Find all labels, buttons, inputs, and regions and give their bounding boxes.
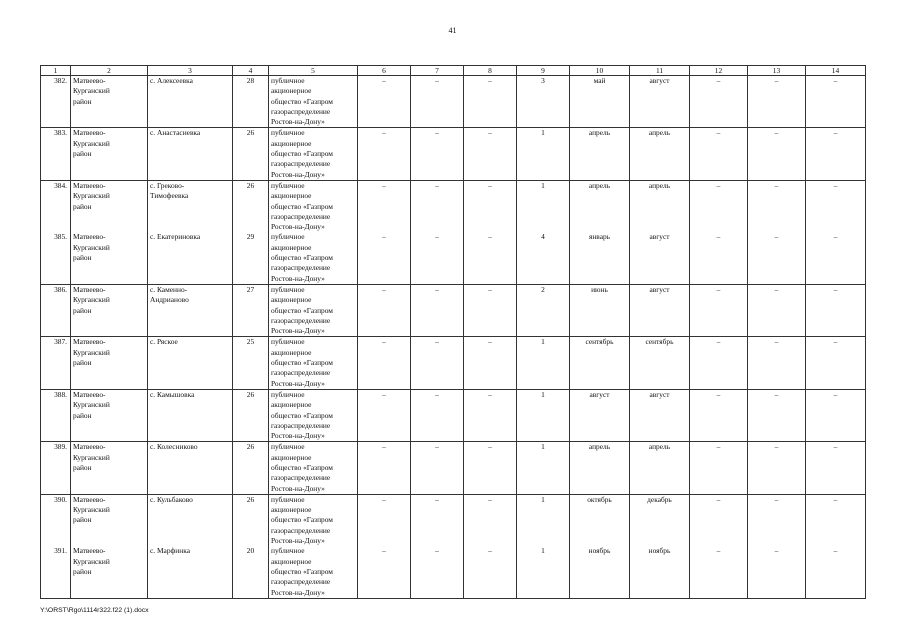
col4-cell: 29 (233, 232, 269, 284)
row-number-cell: 383. (41, 128, 71, 180)
cell-line: Матвеево- (73, 180, 106, 190)
cell-line: район (73, 305, 92, 315)
table-row (41, 76, 866, 128)
settlement-cell (148, 180, 233, 232)
cell-line: газораспределение (271, 106, 331, 116)
col7-cell: – (411, 76, 464, 128)
end-month-cell: апрель (630, 442, 690, 494)
col9-cell: 1 (517, 180, 570, 232)
cell-line: Тимофеевка (150, 191, 189, 201)
col8-cell: – (464, 389, 517, 441)
row-number-cell: 390. (41, 494, 71, 546)
end-month-cell: декабрь (630, 494, 690, 546)
start-month-cell: апрель (570, 180, 630, 232)
cell-line: Ростов-на-Дону» (271, 431, 325, 441)
start-month-cell: ноябрь (570, 546, 630, 598)
cell-line: Матвеево- (73, 284, 106, 294)
col4-cell: 26 (233, 180, 269, 232)
cell-line: газораспределение (271, 525, 331, 535)
organization-cell (269, 442, 358, 494)
row-number-cell: 386. (41, 284, 71, 336)
col12-cell: – (690, 337, 748, 389)
cell-line: район (73, 253, 92, 263)
cell-line: публичное (271, 442, 305, 452)
cell-line: Курганский (73, 400, 110, 410)
cell-line: с. Ряское (150, 337, 178, 347)
table-row (41, 494, 866, 546)
cell-line: Курганский (73, 86, 110, 96)
cell-line: район (73, 566, 92, 576)
cell-line: Курганский (73, 505, 110, 515)
cell-line: публичное (271, 494, 305, 504)
col12-cell: – (690, 180, 748, 232)
cell-line: Матвеево- (73, 337, 106, 347)
col6-cell: – (358, 76, 411, 128)
start-month-cell: январь (570, 232, 630, 284)
cell-line: Матвеево- (73, 232, 106, 242)
district-cell (71, 389, 148, 441)
start-month-cell: июнь (570, 284, 630, 336)
col14-cell: – (806, 494, 866, 546)
col9-cell: 1 (517, 442, 570, 494)
column-header-5: 5 (269, 66, 358, 76)
col14-cell: – (806, 442, 866, 494)
column-header-6: 6 (358, 66, 411, 76)
cell-line: Курганский (73, 452, 110, 462)
start-month-cell: апрель (570, 128, 630, 180)
col6-cell: – (358, 284, 411, 336)
cell-line: с. Колесниково (150, 442, 198, 452)
cell-line: Ростов-на-Дону» (271, 483, 325, 493)
cell-line: общество «Газпром (271, 201, 333, 211)
cell-line: акционерное (271, 400, 312, 410)
col9-cell: 3 (517, 76, 570, 128)
district-cell (71, 232, 148, 284)
column-number-row (41, 66, 866, 76)
col9-cell: 1 (517, 494, 570, 546)
organization-cell (269, 232, 358, 284)
column-header-11: 11 (630, 66, 690, 76)
cell-line: Курганский (73, 242, 110, 252)
row-number-cell: 388. (41, 389, 71, 441)
end-month-cell: август (630, 76, 690, 128)
cell-line: акционерное (271, 452, 312, 462)
organization-cell (269, 180, 358, 232)
district-cell (71, 546, 148, 598)
cell-line: общество «Газпром (271, 462, 333, 472)
cell-line: газораспределение (271, 211, 331, 221)
table-row (41, 442, 866, 494)
cell-line: акционерное (271, 505, 312, 515)
settlement-cell (148, 232, 233, 284)
cell-line: с. Кульбаково (150, 494, 193, 504)
col12-cell: – (690, 232, 748, 284)
col7-cell: – (411, 442, 464, 494)
col14-cell: – (806, 284, 866, 336)
column-header-1: 1 (41, 66, 71, 76)
table-row (41, 232, 866, 284)
cell-line: газораспределение (271, 315, 331, 325)
settlement-cell (148, 337, 233, 389)
end-month-cell: август (630, 389, 690, 441)
table-row (41, 389, 866, 441)
start-month-cell: апрель (570, 442, 630, 494)
cell-line: публичное (271, 76, 305, 85)
col9-cell: 1 (517, 337, 570, 389)
district-cell (71, 442, 148, 494)
col4-cell: 26 (233, 442, 269, 494)
row-number-cell: 385. (41, 232, 71, 284)
table-row (41, 128, 866, 180)
col14-cell: – (806, 389, 866, 441)
settlement-cell (148, 546, 233, 598)
column-header-12: 12 (690, 66, 748, 76)
cell-line: Матвеево- (73, 494, 106, 504)
row-number-cell: 384. (41, 180, 71, 232)
col8-cell: – (464, 284, 517, 336)
col9-cell: 4 (517, 232, 570, 284)
organization-cell (269, 76, 358, 128)
col13-cell: – (748, 337, 806, 389)
col7-cell: – (411, 546, 464, 598)
cell-line: с. Камышовка (150, 389, 195, 399)
start-month-cell: октябрь (570, 494, 630, 546)
settlement-cell (148, 128, 233, 180)
col7-cell: – (411, 232, 464, 284)
cell-line: с. Каменно- (150, 284, 188, 294)
col12-cell: – (690, 494, 748, 546)
col12-cell: – (690, 76, 748, 128)
cell-line: район (73, 201, 92, 211)
col12-cell: – (690, 284, 748, 336)
column-header-13: 13 (748, 66, 806, 76)
cell-line: акционерное (271, 242, 312, 252)
cell-line: с. Греково- (150, 180, 185, 190)
end-month-cell: сентябрь (630, 337, 690, 389)
cell-line: общество «Газпром (271, 515, 333, 525)
column-header-8: 8 (464, 66, 517, 76)
cell-line: газораспределение (271, 420, 331, 430)
col6-cell: – (358, 128, 411, 180)
col8-cell: – (464, 546, 517, 598)
settlement-cell (148, 76, 233, 128)
cell-line: газораспределение (271, 263, 331, 273)
row-number-cell: 389. (41, 442, 71, 494)
col14-cell: – (806, 76, 866, 128)
district-cell (71, 128, 148, 180)
cell-line: газораспределение (271, 368, 331, 378)
col13-cell: – (748, 232, 806, 284)
col14-cell: – (806, 128, 866, 180)
col6-cell: – (358, 442, 411, 494)
cell-line: район (73, 149, 92, 159)
col7-cell: – (411, 180, 464, 232)
row-number-cell: 382. (41, 76, 71, 128)
cell-line: публичное (271, 337, 305, 347)
end-month-cell: ноябрь (630, 546, 690, 598)
cell-line: газораспределение (271, 577, 331, 587)
cell-line: Курганский (73, 347, 110, 357)
cell-line: публичное (271, 389, 305, 399)
col13-cell: – (748, 76, 806, 128)
col6-cell: – (358, 494, 411, 546)
column-header-10: 10 (570, 66, 630, 76)
col9-cell: 2 (517, 284, 570, 336)
col4-cell: 20 (233, 546, 269, 598)
cell-line: район (73, 358, 92, 368)
col8-cell: – (464, 494, 517, 546)
col4-cell: 25 (233, 337, 269, 389)
end-month-cell: апрель (630, 128, 690, 180)
cell-line: общество «Газпром (271, 305, 333, 315)
cell-line: общество «Газпром (271, 358, 333, 368)
cell-line: с. Анастасиевка (150, 128, 201, 138)
cell-line: публичное (271, 546, 305, 556)
col9-cell: 1 (517, 128, 570, 180)
settlement-cell (148, 494, 233, 546)
col4-cell: 28 (233, 76, 269, 128)
cell-line: Ростов-на-Дону» (271, 536, 325, 546)
col12-cell: – (690, 442, 748, 494)
district-cell (71, 337, 148, 389)
table-row (41, 337, 866, 389)
col8-cell: – (464, 442, 517, 494)
cell-line: Ростов-на-Дону» (271, 326, 325, 336)
col8-cell: – (464, 337, 517, 389)
col12-cell: – (690, 128, 748, 180)
cell-line: общество «Газпром (271, 410, 333, 420)
gasification-schedule-table (40, 65, 866, 599)
column-header-4: 4 (233, 66, 269, 76)
cell-line: публичное (271, 128, 305, 138)
cell-line: Курганский (73, 191, 110, 201)
col9-cell: 1 (517, 389, 570, 441)
document-path-footer: Y:\ORST\Rgo\1114r322.f22 (1).docx (40, 607, 149, 614)
settlement-cell (148, 442, 233, 494)
col7-cell: – (411, 389, 464, 441)
row-number-cell: 387. (41, 337, 71, 389)
col13-cell: – (748, 180, 806, 232)
col6-cell: – (358, 232, 411, 284)
cell-line: акционерное (271, 295, 312, 305)
cell-line: общество «Газпром (271, 149, 333, 159)
col6-cell: – (358, 180, 411, 232)
col4-cell: 26 (233, 128, 269, 180)
cell-line: общество «Газпром (271, 96, 333, 106)
cell-line: Андрианово (150, 295, 189, 305)
start-month-cell: май (570, 76, 630, 128)
page-number: 41 (448, 26, 457, 35)
row-number-cell: 391. (41, 546, 71, 598)
table-row (41, 284, 866, 336)
cell-line: акционерное (271, 138, 312, 148)
col13-cell: – (748, 389, 806, 441)
col8-cell: – (464, 232, 517, 284)
organization-cell (269, 389, 358, 441)
cell-line: с. Екатериновка (150, 232, 201, 242)
col14-cell: – (806, 232, 866, 284)
cell-line: Ростов-на-Дону» (271, 117, 325, 127)
settlement-cell (148, 389, 233, 441)
district-cell (71, 76, 148, 128)
col12-cell: – (690, 546, 748, 598)
cell-line: акционерное (271, 86, 312, 96)
column-header-2: 2 (71, 66, 148, 76)
col8-cell: – (464, 76, 517, 128)
organization-cell (269, 128, 358, 180)
col14-cell: – (806, 337, 866, 389)
cell-line: Матвеево- (73, 76, 106, 85)
cell-line: район (73, 462, 92, 472)
col4-cell: 26 (233, 494, 269, 546)
col4-cell: 26 (233, 389, 269, 441)
district-cell (71, 284, 148, 336)
end-month-cell: август (630, 232, 690, 284)
col13-cell: – (748, 494, 806, 546)
table-row (41, 546, 866, 598)
col7-cell: – (411, 494, 464, 546)
organization-cell (269, 494, 358, 546)
column-header-9: 9 (517, 66, 570, 76)
cell-line: район (73, 96, 92, 106)
district-cell (71, 494, 148, 546)
cell-line: Курганский (73, 556, 110, 566)
table-row (41, 180, 866, 232)
col7-cell: – (411, 337, 464, 389)
cell-line: с. Алексеевка (150, 76, 193, 85)
col8-cell: – (464, 180, 517, 232)
cell-line: акционерное (271, 347, 312, 357)
cell-line: газораспределение (271, 473, 331, 483)
cell-line: Курганский (73, 295, 110, 305)
settlement-cell (148, 284, 233, 336)
cell-line: публичное (271, 232, 305, 242)
cell-line: Матвеево- (73, 128, 106, 138)
col13-cell: – (748, 546, 806, 598)
cell-line: Ростов-на-Дону» (271, 273, 325, 283)
col13-cell: – (748, 284, 806, 336)
cell-line: публичное (271, 284, 305, 294)
cell-line: публичное (271, 180, 305, 190)
cell-line: с. Марфинка (150, 546, 190, 556)
col4-cell: 27 (233, 284, 269, 336)
col14-cell: – (806, 180, 866, 232)
cell-line: район (73, 515, 92, 525)
cell-line: газораспределение (271, 159, 331, 169)
col13-cell: – (748, 128, 806, 180)
cell-line: Ростов-на-Дону» (271, 378, 325, 388)
cell-line: Ростов-на-Дону» (271, 222, 325, 232)
cell-line: Ростов-на-Дону» (271, 587, 325, 597)
column-header-3: 3 (148, 66, 233, 76)
column-header-7: 7 (411, 66, 464, 76)
start-month-cell: август (570, 389, 630, 441)
cell-line: акционерное (271, 556, 312, 566)
column-header-14: 14 (806, 66, 866, 76)
col13-cell: – (748, 442, 806, 494)
cell-line: общество «Газпром (271, 566, 333, 576)
cell-line: Матвеево- (73, 389, 106, 399)
cell-line: общество «Газпром (271, 253, 333, 263)
col6-cell: – (358, 337, 411, 389)
col9-cell: 1 (517, 546, 570, 598)
cell-line: Матвеево- (73, 442, 106, 452)
organization-cell (269, 546, 358, 598)
cell-line: Курганский (73, 138, 110, 148)
organization-cell (269, 284, 358, 336)
col6-cell: – (358, 389, 411, 441)
start-month-cell: сентябрь (570, 337, 630, 389)
col8-cell: – (464, 128, 517, 180)
cell-line: Ростов-на-Дону» (271, 169, 325, 179)
col7-cell: – (411, 128, 464, 180)
col6-cell: – (358, 546, 411, 598)
cell-line: Матвеево- (73, 546, 106, 556)
col14-cell: – (806, 546, 866, 598)
organization-cell (269, 337, 358, 389)
cell-line: акционерное (271, 191, 312, 201)
end-month-cell: август (630, 284, 690, 336)
col12-cell: – (690, 389, 748, 441)
col7-cell: – (411, 284, 464, 336)
district-cell (71, 180, 148, 232)
end-month-cell: апрель (630, 180, 690, 232)
cell-line: район (73, 410, 92, 420)
